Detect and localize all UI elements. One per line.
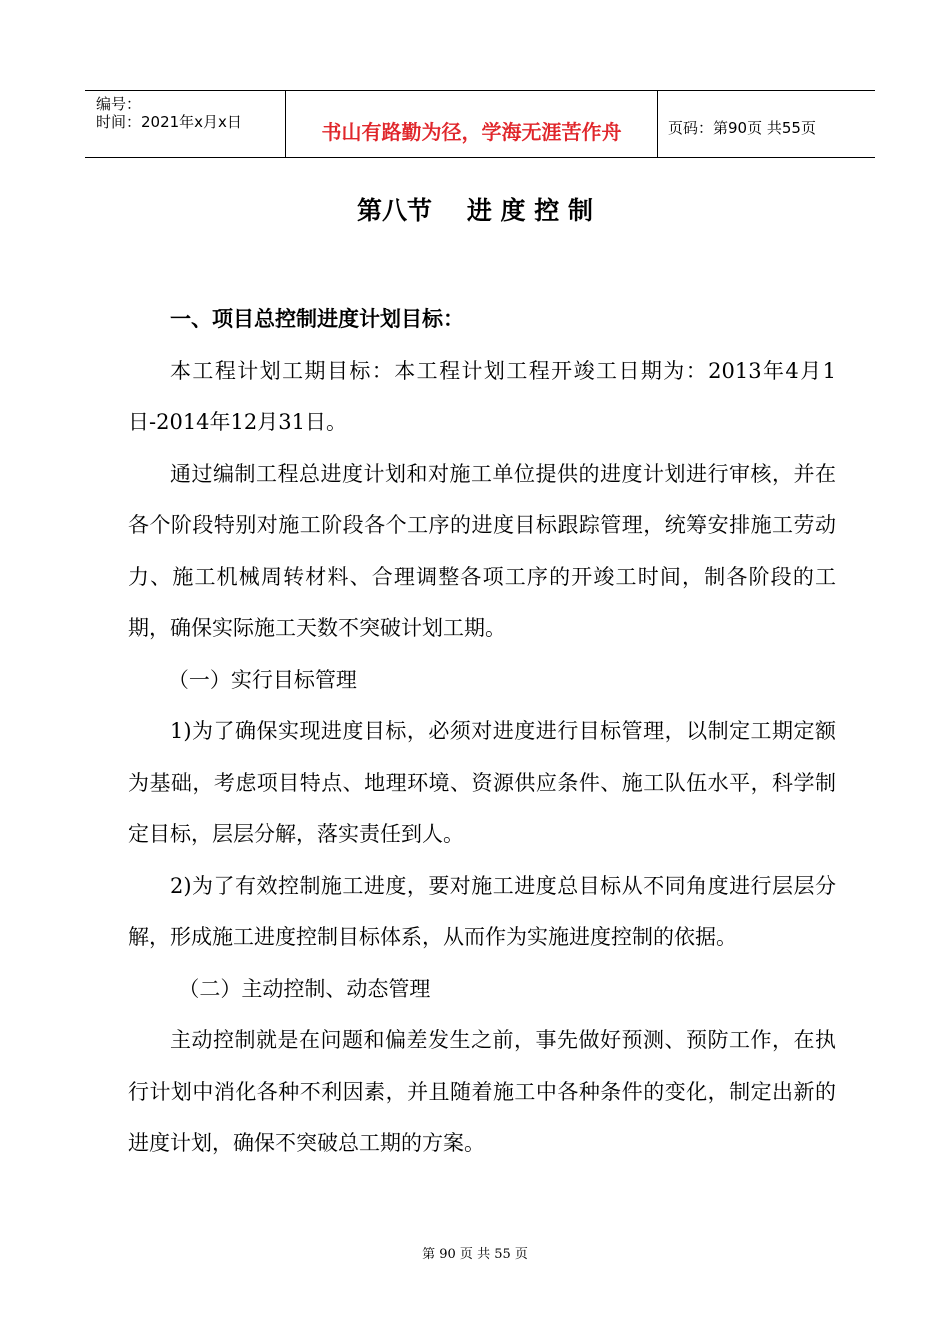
page-header [85,90,875,158]
section-heading: 一、项目总控制进度计划目标： [170,307,464,331]
paragraph-schedule-target: 本工程计划工期目标：本工程计划工程开竣工日期为：2013年4月1日-2014年12月31日。 [128,358,836,434]
header-meta [85,91,286,157]
document-number-label: 编号： [96,95,142,113]
header-page-info: 页码：第90页 共55页 [668,118,816,137]
paragraph-active-control: 主动控制就是在问题和偏差发生之前，事先做好预测、预防工作，在执行计划中消化各种不利因素，并且随着施工中各种条件的变化，制定出新的进度计划，确保不突破总工期的方案。 [128,1028,836,1155]
subheading-active-control: （二）主动控制、动态管理 [178,976,431,1001]
paragraph-progress-plan: 通过编制工程总进度计划和对施工单位提供的进度计划进行审核，并在各个阶段特别对施工阶段各个工序的进度目标跟踪管理，统筹安排施工劳动力、施工机械周转材料、合理调整各项工序的开竣工时间，制各阶段的工期，确保实际施工天数不突破计划工期。 [128,461,836,640]
paragraph-item-1: 1)为了确保实现进度目标，必须对进度进行目标管理，以制定工期定额为基础，考虑项目特点、地理环境、资源供应条件、施工队伍水平，科学制定目标，层层分解，落实责任到人。 [128,719,836,846]
page-footer: 第 90 页 共 55 页 [422,1247,528,1262]
subheading-target-management: （一）实行目标管理 [167,667,357,692]
document-body [128,294,836,1170]
document-time: 时间：2021年x月x日 [96,113,242,131]
header-motto: 书山有路勤为径，学海无涯苦作舟 [286,91,658,157]
paragraph-item-2: 2)为了有效控制施工进度，要对施工进度总目标从不同角度进行层层分解，形成施工进度控制目标体系，从而作为实施进度控制的依据。 [128,873,836,949]
section-title: 第八节 进 度 控 制 [357,196,593,225]
